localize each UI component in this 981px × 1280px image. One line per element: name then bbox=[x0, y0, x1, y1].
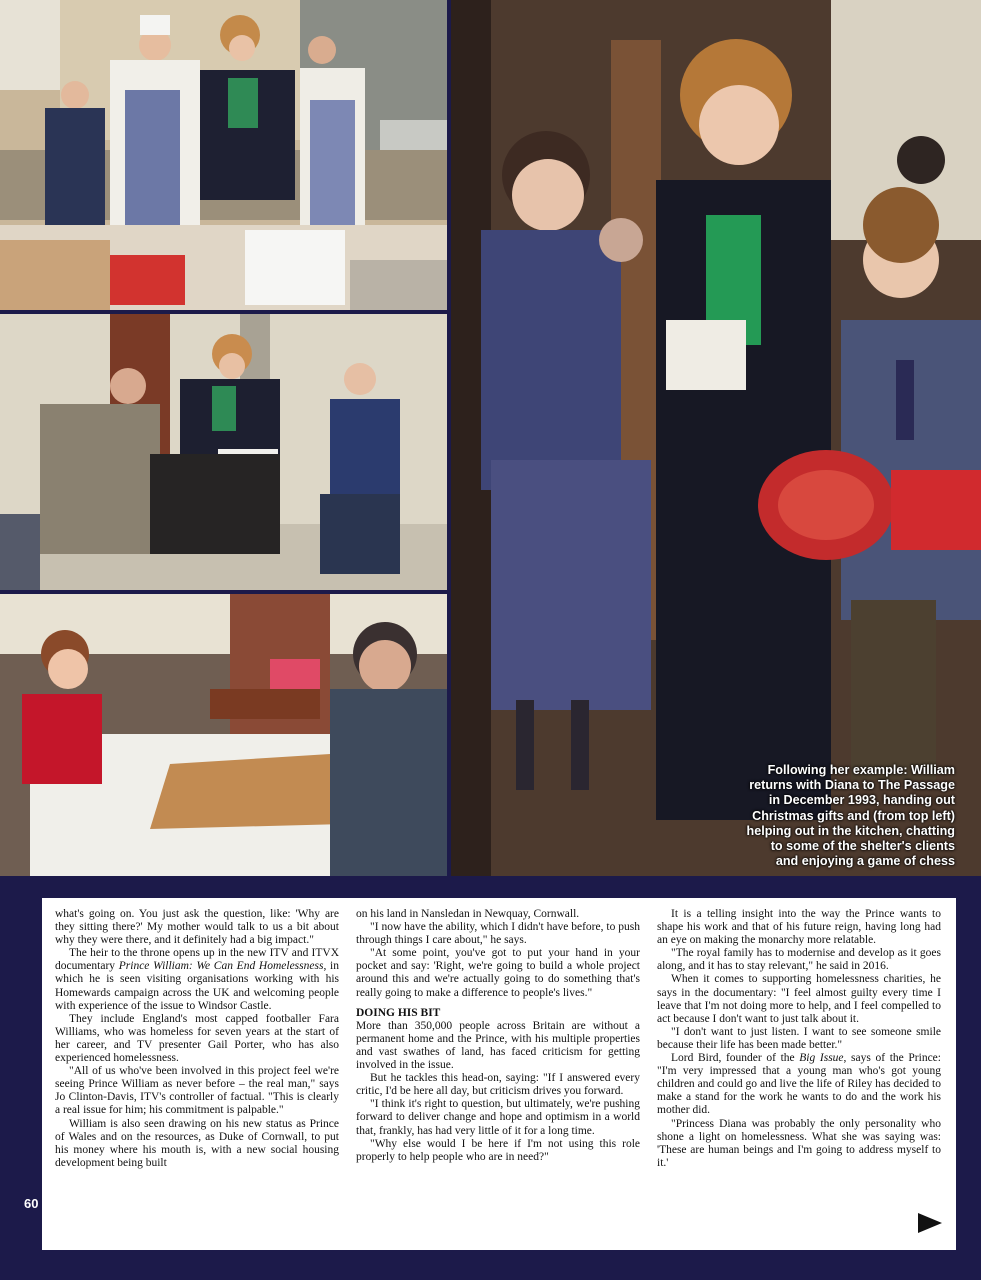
photo-christmas-gifts bbox=[451, 0, 981, 876]
text-run: Lord Bird, founder of the bbox=[671, 1052, 800, 1065]
paragraph: More than 350,000 people across Britain are without a permanent home and the Prince, with his multiple properties and vast swathes of land, has faced criticism for getting involved in the issue. bbox=[356, 1019, 640, 1072]
article-column-3 bbox=[657, 908, 941, 1170]
paragraph: "I now have the ability, which I didn't have before, to push through things I care about," he says. bbox=[356, 921, 640, 947]
paragraph: what's going on. You just ask the question, like: 'Why are they sitting there?' My mother would talk to us a bit about why they were there, and it definitely had a big impact." bbox=[55, 908, 339, 947]
caption-line: Following her example: William bbox=[767, 763, 955, 777]
photo-kitchen bbox=[0, 0, 447, 310]
paragraph bbox=[657, 1052, 941, 1117]
article-column-2-bottom bbox=[356, 1020, 640, 1164]
paragraph: "I think it's right to question, but ultimately, we're pushing forward to deliver change and hope and optimism in a world that, frankly, has had very little of it for a long time. bbox=[356, 1098, 640, 1137]
page-number: 60 bbox=[24, 1196, 39, 1211]
paragraph: "All of us who've been involved in this project feel we're seeing Prince William as never before – the real man," says Jo Clinton-Davis, ITV's controller of factual. "This is clearly a real issue for him; his commitment is palpable." bbox=[55, 1065, 339, 1117]
paragraph: William is also seen drawing on his new status as Prince of Wales and on the resources, as Duke of Cornwall, to put his money where his mouth is, with a new social housing development being built bbox=[55, 1117, 339, 1169]
paragraph: They include England's most capped footballer Fara Williams, who was homeless for seven years at the start of her career, and TV presenter Gail Porter, who has also experienced homelessness. bbox=[55, 1012, 339, 1065]
paragraph: "At some point, you've got to put your hand in your pocket and say: 'Right, we're going to build a whole project around this and we're actually going to do something that's really going to make a difference to people's lives." bbox=[356, 947, 640, 999]
text-run: , says of the Prince: "I'm very impressed that a young man who's got young children and could go and live the life of Riley has decided to make a stand for the work he wants to do and the work his mother did. bbox=[657, 1052, 941, 1117]
continue-arrow-icon bbox=[918, 1213, 942, 1233]
article-column-2 bbox=[356, 908, 640, 1164]
paragraph: When it comes to supporting homelessness charities, he says in the documentary: "I feel almost guilty every time I leave that I'm not doing more to help, and I feel compelled to act because I don't want to just talk about it. bbox=[657, 973, 941, 1025]
paragraph: It is a telling insight into the way the Prince wants to shape his work and that of his future reign, having long had an eye on making the monarchy more relatable. bbox=[657, 908, 941, 947]
caption-line: Christmas gifts and (from top left) bbox=[752, 808, 955, 823]
paragraph: "The royal family has to modernise and develop as it goes along, and it has to stay relevant," he said in 2016. bbox=[657, 947, 941, 973]
caption-line: to some of the shelter's clients bbox=[770, 839, 955, 854]
italic-title: Prince William: We Can End Homelessness bbox=[118, 960, 324, 973]
photo-caption bbox=[705, 763, 955, 869]
italic-title: Big Issue bbox=[799, 1052, 844, 1065]
article-column-2-top bbox=[356, 908, 640, 1000]
subhead: DOING HIS BIT bbox=[356, 1006, 441, 1019]
paragraph: "I don't want to just listen. I want to see someone smile because their life has been made better." bbox=[657, 1025, 941, 1051]
text-run: The heir to the throne opens up in the new ITV and ITVX documentary bbox=[55, 947, 339, 973]
paragraph: "Why else would I be here if I'm not using this role properly to help people who are in need?" bbox=[356, 1137, 640, 1163]
article-column-1 bbox=[55, 908, 339, 1170]
text-run: , in which he is seen visiting organisations working with his Homewards campaign across the UK and welcoming people with experience of the issue to Windsor Castle. bbox=[55, 960, 339, 1012]
paragraph: "Princess Diana was probably the only personality who shone a light on homelessness. What she was saying was: 'These are human beings and I'm going to address myself to it.' bbox=[657, 1117, 941, 1169]
caption-line: and enjoying a game of chess bbox=[775, 854, 955, 869]
caption-line: helping out in the kitchen, chatting bbox=[746, 823, 955, 838]
paragraph: on his land in Nansledan in Newquay, Cornwall. bbox=[356, 908, 580, 920]
caption-line: returns with Diana to The Passage bbox=[749, 778, 955, 793]
paragraph: But he tackles this head-on, saying: "If I answered every critic, I'd be here all day, but criticism drives you forward. bbox=[356, 1072, 640, 1098]
caption-line: in December 1993, handing out bbox=[768, 793, 955, 808]
article-body bbox=[42, 898, 956, 1250]
paragraph bbox=[55, 947, 339, 1012]
photo-chatting bbox=[0, 314, 447, 590]
photo-chess bbox=[0, 594, 447, 876]
